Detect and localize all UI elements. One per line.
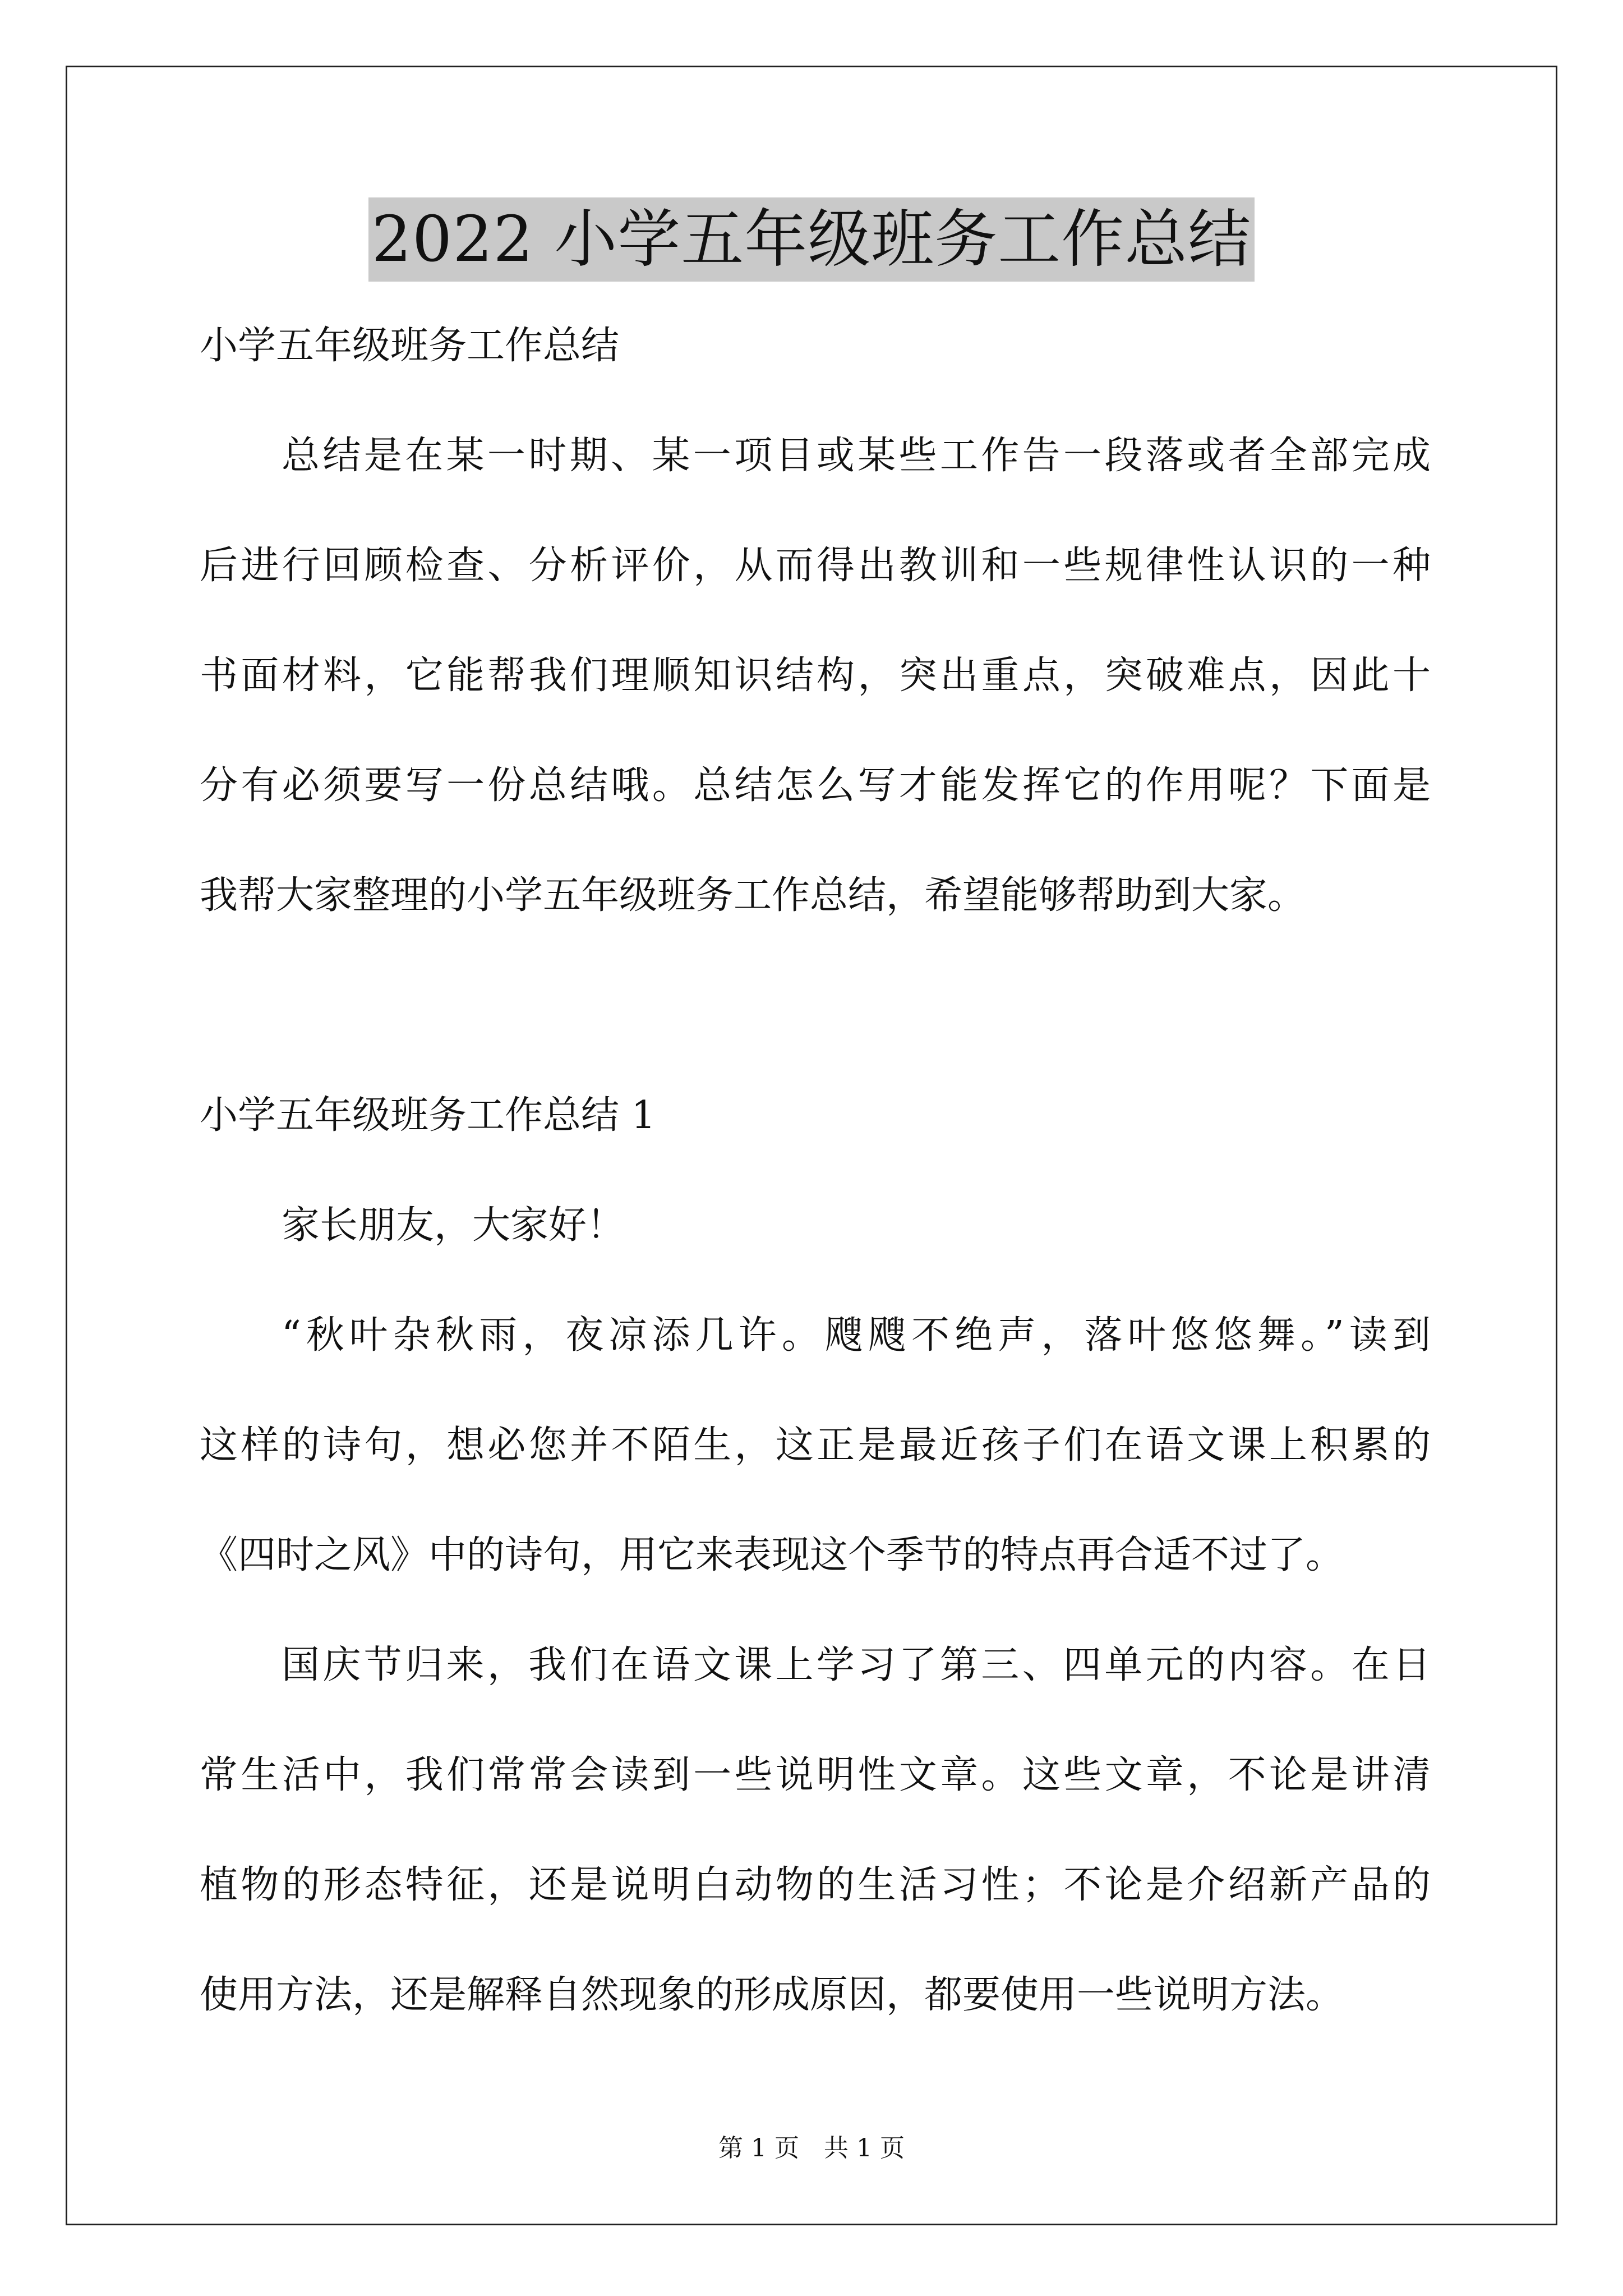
- title-wrap: [0, 197, 1623, 282]
- greeting: 家长朋友，大家好！: [282, 1203, 625, 1248]
- intro-line: 后进行回顾检查、分析评价，从而得出教训和一些规律性认识的一种: [200, 544, 1431, 588]
- blank-spacer: [200, 975, 1431, 1085]
- section-heading: 小学五年级班务工作总结 1: [200, 1093, 656, 1138]
- paragraph-line: 这样的诗句，想必您并不陌生，这正是最近孩子们在语文课上积累的: [200, 1423, 1431, 1467]
- paragraph-line: 植物的形态特征，还是说明白动物的生活习性；不论是介绍新产品的: [200, 1863, 1431, 1907]
- paragraph-line: 常生活中，我们常常会读到一些说明性文章。这些文章，不论是讲清: [200, 1753, 1431, 1797]
- page-footer: 第 1 页 共 1 页: [718, 2134, 905, 2162]
- intro-line: 书面材料，它能帮我们理顺知识结构，突出重点，突破难点，因此十: [200, 654, 1431, 698]
- paragraph-line: 使用方法，还是解释自然现象的形成原因，都要使用一些说明方法。: [200, 1973, 1344, 2017]
- paragraph-line: 国庆节归来，我们在语文课上学习了第三、四单元的内容。在日: [282, 1643, 1431, 1687]
- intro-line: 分有必须要写一份总结哦。总结怎么写才能发挥它的作用呢？下面是: [200, 763, 1431, 808]
- intro-line: 总结是在某一时期、某一项目或某些工作告一段落或者全部完成: [282, 434, 1431, 478]
- paragraph-line: “秋叶杂秋雨，夜凉添几许。飕飕不绝声，落叶悠悠舞。”读到: [282, 1313, 1431, 1358]
- document-title: 2022 小学五年级班务工作总结: [368, 197, 1255, 282]
- paragraph-line: 《四时之风》中的诗句，用它来表现这个季节的特点再合适不过了。: [200, 1533, 1344, 1577]
- subtitle: 小学五年级班务工作总结: [200, 324, 620, 368]
- document-body: [200, 315, 1431, 2074]
- intro-line: 我帮大家整理的小学五年级班务工作总结，希望能够帮助到大家。: [200, 873, 1306, 918]
